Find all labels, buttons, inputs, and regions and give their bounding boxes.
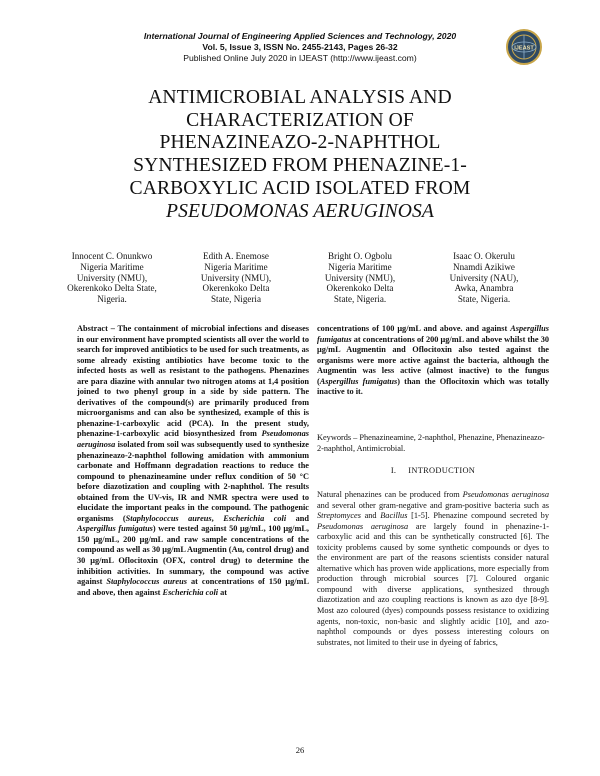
author-affiliation: Nigeria Maritime xyxy=(204,261,268,272)
author-name: Edith A. Enemose xyxy=(203,251,269,261)
journal-volume: Vol. 5, Issue 3, ISSN No. 2455-2143, Pages 26-32 xyxy=(202,42,398,52)
author-block xyxy=(308,251,412,305)
abstract-label: Abstract xyxy=(77,324,108,333)
author-block xyxy=(432,251,536,305)
author-name: Bright O. Ogbolu xyxy=(328,251,392,261)
author-name: Innocent C. Onunkwo xyxy=(71,251,153,261)
author-affiliation: University (NMU), xyxy=(200,272,272,283)
author-affiliation: Okerenkoko Delta State, xyxy=(67,283,157,294)
author-affiliation: University (NMU), xyxy=(76,272,148,283)
title-line: SYNTHESIZED FROM PHENAZINE-1- xyxy=(133,155,467,177)
keywords: Keywords – Phenazineamine, 2-naphthol, Phenazine, Phenazineazo-2-naphthol, Antimicrobial. xyxy=(317,433,545,453)
abstract-continued: concentrations of 100 μg/mL and above. and against Aspergillus fumigatus at concentrations of 200 μg/mL and above whilst the 30 μg/mL Augmentin and Oflocitoxin also tested against the organisms were more active against the bacteria, although the Augmentin was less active (almost inactive) to the fungus (Aspergillus fumigatus) than the Oflocitoxin which was totally inactive to it. xyxy=(317,324,549,397)
paper-title xyxy=(60,87,540,223)
title-line: PSEUDOMONAS AERUGINOSA xyxy=(166,200,434,222)
author-affiliation: Nnamdi Azikiwe xyxy=(453,261,515,272)
author-affiliation: State, Nigeria. xyxy=(333,294,387,305)
page-number: 26 xyxy=(295,745,305,755)
author-affiliation: Okerenkoko Delta xyxy=(202,283,270,294)
author-name: Isaac O. Okerulu xyxy=(453,251,515,261)
author-affiliation: Nigeria Maritime xyxy=(80,261,144,272)
author-affiliation: University (NAU), xyxy=(449,272,519,283)
journal-logo-icon xyxy=(508,31,540,63)
author-block xyxy=(184,251,288,305)
journal-published: Published Online July 2020 in IJEAST (http://www.ijeast.com) xyxy=(183,53,417,63)
section-number: I. xyxy=(390,466,397,475)
author-affiliation: State, Nigeria xyxy=(211,294,261,305)
author-affiliation: Nigeria Maritime xyxy=(328,261,392,272)
journal-name: International Journal of Engineering Applied Sciences and Technology, 2020 xyxy=(143,31,457,41)
section-heading xyxy=(317,466,549,475)
journal-logo xyxy=(506,29,542,65)
title-line: CHARACTERIZATION OF xyxy=(186,109,414,131)
author-affiliation: State, Nigeria. xyxy=(457,294,511,305)
author-affiliation: Nigeria. xyxy=(97,294,127,305)
title-line: CARBOXYLIC ACID ISOLATED FROM xyxy=(129,177,471,199)
title-line: ANTIMICROBIAL ANALYSIS AND xyxy=(148,87,452,108)
abstract: Abstract – The containment of microbial infections and diseases in our environment have prompted scientists all over the world to search for improved antibiotics to be used for such treatments, as some already existing antibiotics have become toxic to the infected hosts as well as resistant to the pathogens. Phenazines are para diazine with annular two nitrogen atoms at 1,4 position joined to two phenyl group in a side by side pattern. The derivatives of the compound(s) are primarily produced from microorganisms and can also be synthesized, example of this is phenazine-1-carboxylic acid (PCA). In the present study, phenazine-1-carboxylic acid biosynthesized from Pseudomonas aeruginosa isolated from soil was subsequently used to synthesize phenazineazo-2-naphthol following amidation with ammonium carbonate and Hoffmann degradation reactions to reduce the compound to phenazineamine under reflux condition of 50 °C before diazotization and coupling with 2-naphthol. The results obtained from the UV-vis, IR and NMR spectra were used to elucidate the important peaks in the compound. The pathogenic organisms (Staphylococcus aureus, Escherichia coli and Aspergillus fumigatus) were tested against 50 μg/mL, 100 μg/mL, 150 μg/mL, 200 μg/mL and raw sample concentrations of the compound as well as 30 μg/mL Augmentin (Au, control drug) and 30 μg/mL Oflocitoxin (OFX, control drug) to determine the inhibition activities. In summary, the compound was active against Staphylococcus aureus at concentrations of 150 μg/mL and above, then against Escherichia coli at xyxy=(77,324,309,597)
svg-text:IJEAST: IJEAST xyxy=(514,45,534,52)
section-title: INTRODUCTION xyxy=(408,466,476,475)
author-affiliation: University (NMU), xyxy=(324,272,396,283)
title-line: PHENAZINEAZO-2-NAPHTHOL xyxy=(159,132,441,154)
author-affiliation: Okerenkoko Delta xyxy=(326,283,394,294)
author-affiliation: Awka, Anambra xyxy=(454,283,514,294)
introduction-text: Natural phenazines can be produced from Pseudomonas aeruginosa and several other gram-negative and gram-positive bacteria such as Streptomyces and Bacillus [1-5]. Phenazine compound secreted by Pseudomonas aeruginosa are largely found in phenazine-1-carboxylic acid and this can be synthetically constructed [6]. The toxicity problems caused by some synthetic compounds or dyes to the environment are part of the reasons scientists consider natural alternative which has proven wide applications, more especially from production through microbial sources [7]. Coloured organic compound with diverse applications, synthesized through diazotization and azo coupling reactions is known as azo dye [8-9]. Most azo coloured (dyes) compounds possess resistance to oxidizing agents, non-toxic, non-basic and slightly acidic [10], and azo-naphthol compounds or dyes possess interesting colours on substrates, not limited to their use in dyeing of fabrics, xyxy=(317,490,549,647)
author-block xyxy=(60,251,164,305)
